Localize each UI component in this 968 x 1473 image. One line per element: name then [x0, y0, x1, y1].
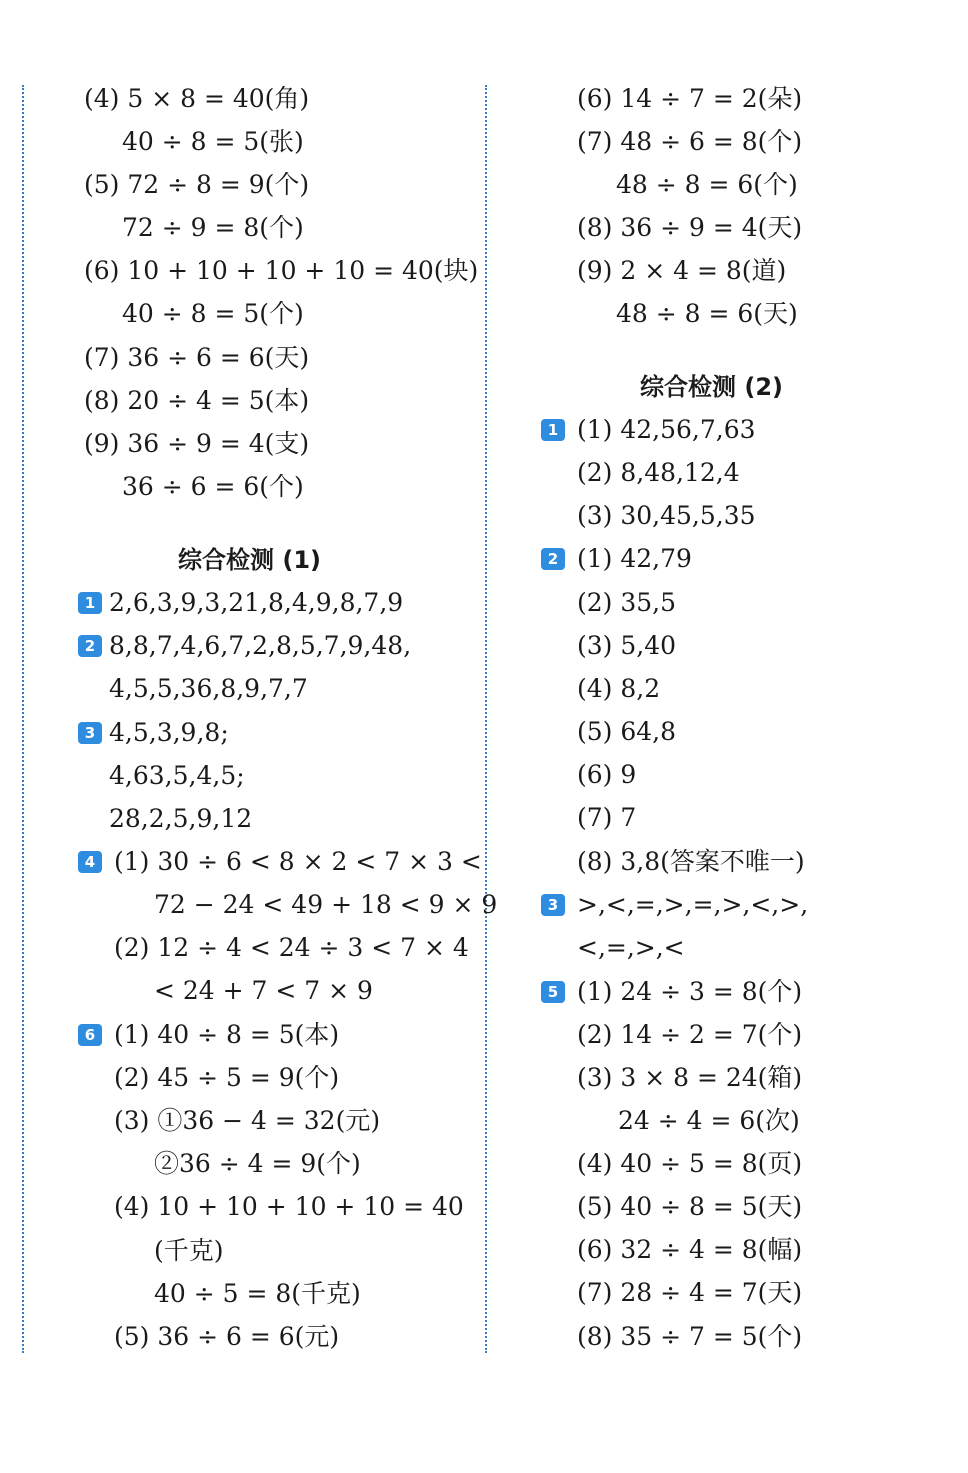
- answer-line: (3) ①36 − 4 = 32(元): [114, 1106, 381, 1135]
- question-badge: 3: [541, 894, 565, 916]
- answer-line: (7) 28 ÷ 4 = 7(天): [577, 1278, 803, 1307]
- answer-line: (千克): [154, 1236, 224, 1265]
- answer-line: (1) 42,79: [577, 544, 692, 573]
- answer-line: 40 ÷ 8 = 5(张): [122, 127, 304, 156]
- answer-line: (9) 36 ÷ 9 = 4(支): [84, 429, 310, 458]
- answer-line: (1) 30 ÷ 6 < 8 × 2 < 7 × 3 <: [114, 847, 482, 876]
- answer-line: (4) 40 ÷ 5 = 8(页): [577, 1149, 803, 1178]
- answer-line: (7) 48 ÷ 6 = 8(个): [577, 127, 803, 156]
- answer-line: ②36 ÷ 4 = 9(个): [154, 1149, 361, 1178]
- answer-line: (8) 36 ÷ 9 = 4(天): [577, 213, 803, 242]
- answer-line: (2) 12 ÷ 4 < 24 ÷ 3 < 7 × 4: [114, 933, 469, 962]
- question-badge: 3: [78, 722, 102, 744]
- answer-line: (4) 10 + 10 + 10 + 10 = 40: [114, 1192, 464, 1221]
- answer-line: 48 ÷ 8 = 6(个): [616, 170, 798, 199]
- answer-line: (6) 14 ÷ 7 = 2(朵): [577, 84, 803, 113]
- column-divider: [485, 85, 487, 1353]
- section-title: 综合检测 (1): [178, 546, 321, 574]
- answer-line: 48 ÷ 8 = 6(天): [616, 299, 798, 328]
- question-badge: 2: [78, 635, 102, 657]
- answer-line: <,=,>,<: [577, 933, 685, 962]
- answer-line: 40 ÷ 8 = 5(个): [122, 299, 304, 328]
- answer-line: 72 ÷ 9 = 8(个): [122, 213, 304, 242]
- answer-line: 2,6,3,9,3,21,8,4,9,8,7,9: [109, 588, 404, 617]
- answer-line: (2) 45 ÷ 5 = 9(个): [114, 1063, 340, 1092]
- answer-line: (5) 72 ÷ 8 = 9(个): [84, 170, 310, 199]
- answer-line: (1) 42,56,7,63: [577, 415, 756, 444]
- answer-line: 72 − 24 < 49 + 18 < 9 × 9: [154, 890, 498, 919]
- answer-line: < 24 + 7 < 7 × 9: [154, 976, 373, 1005]
- answer-line: (4) 5 × 8 = 40(角): [84, 84, 310, 113]
- answer-line: >,<,=,>,=,>,<,>,: [577, 890, 809, 919]
- answer-line: (5) 36 ÷ 6 = 6(元): [114, 1322, 340, 1351]
- answer-line: (7) 36 ÷ 6 = 6(天): [84, 343, 310, 372]
- answer-line: (5) 64,8: [577, 717, 677, 746]
- answer-line: (8) 20 ÷ 4 = 5(本): [84, 386, 310, 415]
- answer-line: (1) 24 ÷ 3 = 8(个): [577, 977, 803, 1006]
- question-badge: 1: [78, 592, 102, 614]
- answer-line: (7) 7: [577, 803, 637, 832]
- left-margin-rule: [22, 85, 24, 1353]
- answer-line: (2) 35,5: [577, 588, 677, 617]
- answer-line: (6) 32 ÷ 4 = 8(幅): [577, 1235, 803, 1264]
- answer-line: 4,63,5,4,5;: [109, 761, 245, 790]
- answer-line: (4) 8,2: [577, 674, 661, 703]
- answer-line: (5) 40 ÷ 8 = 5(天): [577, 1192, 803, 1221]
- answer-line: (3) 5,40: [577, 631, 677, 660]
- answer-line: (1) 40 ÷ 8 = 5(本): [114, 1020, 340, 1049]
- answer-line: (9) 2 × 4 = 8(道): [577, 256, 787, 285]
- answer-line: (6) 9: [577, 760, 637, 789]
- answer-line: (8) 35 ÷ 7 = 5(个): [577, 1322, 803, 1351]
- question-badge: 1: [541, 419, 565, 441]
- question-badge: 6: [78, 1024, 102, 1046]
- answer-line: 24 ÷ 4 = 6(次): [618, 1106, 800, 1135]
- question-badge: 4: [78, 851, 102, 873]
- answer-line: 36 ÷ 6 = 6(个): [122, 472, 304, 501]
- answer-line: (3) 30,45,5,35: [577, 501, 756, 530]
- section-title: 综合检测 (2): [640, 373, 783, 401]
- question-badge: 5: [541, 981, 565, 1003]
- answer-line: 28,2,5,9,12: [109, 804, 253, 833]
- answer-line: 4,5,5,36,8,9,7,7: [109, 674, 308, 703]
- answer-line: 40 ÷ 5 = 8(千克): [154, 1279, 361, 1308]
- answer-line: (2) 8,48,12,4: [577, 458, 740, 487]
- answer-line: 8,8,7,4,6,7,2,8,5,7,9,48,: [109, 631, 412, 660]
- answer-line: (3) 3 × 8 = 24(箱): [577, 1063, 803, 1092]
- answer-line: (8) 3,8(答案不唯一): [577, 847, 805, 876]
- answer-line: 4,5,3,9,8;: [109, 718, 229, 747]
- answer-line: (6) 10 + 10 + 10 + 10 = 40(块): [84, 256, 479, 285]
- answer-line: (2) 14 ÷ 2 = 7(个): [577, 1020, 803, 1049]
- question-badge: 2: [541, 548, 565, 570]
